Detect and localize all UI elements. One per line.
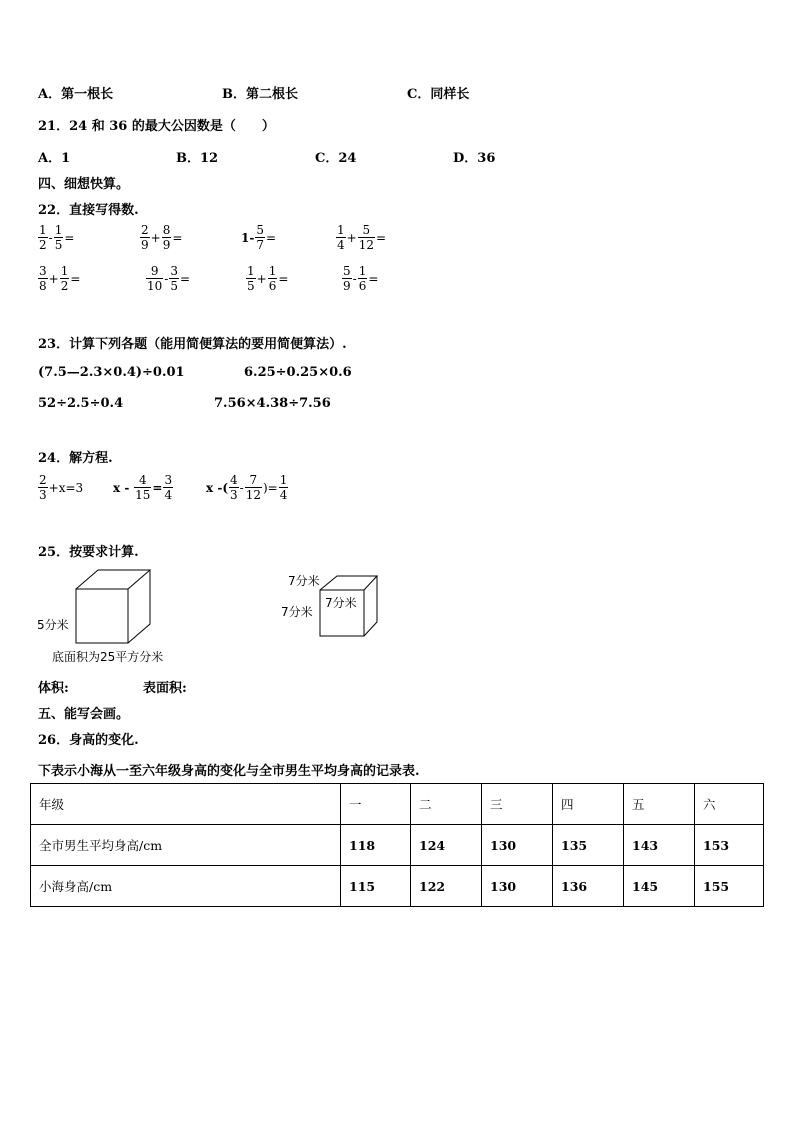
q23-expr-4: 7.56×4.38÷7.56 (214, 396, 331, 411)
fraction: $\frac{5}{7}$ (256, 223, 264, 252)
table-cell: 118 (341, 825, 411, 866)
q26-intro: 下表示小海从一至六年级身高的变化与全市男生平均身高的记录表. (38, 764, 420, 779)
fraction: $\frac{1}{2}$ (60, 264, 69, 293)
table-cell: 130 (482, 825, 553, 866)
height-record-table (30, 783, 764, 907)
q22-expression: $\frac{1}{4}$ + $\frac{5}{12}$ = (337, 223, 387, 252)
q26-title: 26．身高的变化. (38, 733, 139, 748)
q22-expression: $\frac{1}{5}$ + $\frac{1}{6}$ = (247, 264, 289, 293)
table-row (31, 825, 764, 866)
table-cell: 145 (624, 866, 695, 907)
table-cell: 153 (695, 825, 764, 866)
table-cell: 115 (341, 866, 411, 907)
q24-equation-1: $\frac{2}{3}$ +x=3 (39, 473, 84, 502)
table-row (31, 866, 764, 907)
q24-equation-2: x - $\frac{4}{15}$ = $\frac{3}{4}$ (113, 473, 173, 502)
fraction: $\frac{9}{10}$ (147, 264, 163, 293)
q22-expression: $\frac{9}{10}$ - $\frac{3}{5}$ = (147, 264, 191, 293)
q21-option-c: C．24 (315, 151, 357, 166)
fraction: $\frac{3}{8}$ (39, 264, 47, 293)
cube-1-figure (70, 565, 160, 647)
q21-option-a: A．1 (38, 151, 71, 166)
q23-title: 23．计算下列各题（能用简便算法的要用简便算法）. (38, 337, 347, 352)
table-header-row (31, 784, 764, 825)
q20-option-a: A．第一根长 (38, 87, 114, 102)
q20-option-c: C．同样长 (407, 87, 470, 102)
q24-equation-3: x -( $\frac{4}{3}$ - $\frac{7}{12}$ )= $\frac{1}{4}$ (206, 473, 288, 502)
table-cell: 136 (553, 866, 624, 907)
fraction: $\frac{1}{5}$ (247, 264, 255, 293)
cube-2-front-label: 7分米 (325, 596, 357, 610)
q22-expression: $\frac{5}{9}$ - $\frac{1}{6}$ = (343, 264, 379, 293)
table-cell: 143 (624, 825, 695, 866)
q23-expr-2: 6.25÷0.25×0.6 (244, 365, 352, 380)
fraction: $\frac{1}{2}$ (39, 223, 47, 252)
cube-2-top-label: 7分米 (288, 574, 320, 588)
q20-option-b: B．第二根长 (222, 87, 298, 102)
table-cell: 四 (553, 784, 624, 825)
fraction: $\frac{1}{6}$ (358, 264, 367, 293)
q21-option-b: B．12 (176, 151, 219, 166)
q22-title: 22．直接写得数. (38, 203, 139, 218)
q22-expression: 1- $\frac{5}{7}$ = (241, 223, 277, 252)
table-cell: 五 (624, 784, 695, 825)
q21-option-d: D．36 (453, 151, 496, 166)
table-cell: 三 (482, 784, 553, 825)
cube-1-base-label: 底面积为25平方分米 (52, 650, 164, 664)
surface-area-label: 表面积: (143, 681, 187, 696)
q24-title: 24．解方程. (38, 451, 113, 466)
row-label-cell: 年级 (31, 784, 341, 825)
fraction: $\frac{3}{5}$ (170, 264, 178, 293)
table-cell: 130 (482, 866, 553, 907)
fraction: $\frac{1}{4}$ (337, 223, 345, 252)
q25-title: 25．按要求计算. (38, 545, 139, 560)
table-cell: 二 (411, 784, 482, 825)
table-cell: 155 (695, 866, 764, 907)
q22-expression: $\frac{1}{2}$ - $\frac{1}{5}$ = (39, 223, 75, 252)
fraction: $\frac{1}{5}$ (54, 223, 63, 252)
fraction: $\frac{5}{12}$ (358, 223, 374, 252)
table-cell: 122 (411, 866, 482, 907)
q23-expr-3: 52÷2.5÷0.4 (38, 396, 124, 411)
fraction: $\frac{1}{6}$ (268, 264, 277, 293)
q21-stem: 21．24 和 36 的最大公因数是（ ） (38, 119, 275, 134)
cube-1-side-label: 5分米 (37, 618, 69, 632)
volume-label: 体积: (38, 681, 69, 696)
fraction: $\frac{8}{9}$ (162, 223, 171, 252)
table-cell: 124 (411, 825, 482, 866)
fraction: $\frac{2}{9}$ (141, 223, 149, 252)
row-label-cell: 小海身高/cm (31, 866, 341, 907)
fraction: $\frac{5}{9}$ (343, 264, 351, 293)
q22-expression: $\frac{2}{9}$ + $\frac{8}{9}$ = (141, 223, 183, 252)
q23-expr-1: (7.5—2.3×0.4)÷0.01 (38, 365, 185, 380)
q22-expression: $\frac{3}{8}$ + $\frac{1}{2}$ = (39, 264, 81, 293)
table-cell: 六 (695, 784, 764, 825)
table-cell: 一 (341, 784, 411, 825)
section-5-heading: 五、能写会画。 (38, 707, 130, 722)
table-cell: 135 (553, 825, 624, 866)
section-4-heading: 四、细想快算。 (38, 177, 130, 192)
cube-2-left-label: 7分米 (281, 605, 313, 619)
row-label-cell: 全市男生平均身高/cm (31, 825, 341, 866)
